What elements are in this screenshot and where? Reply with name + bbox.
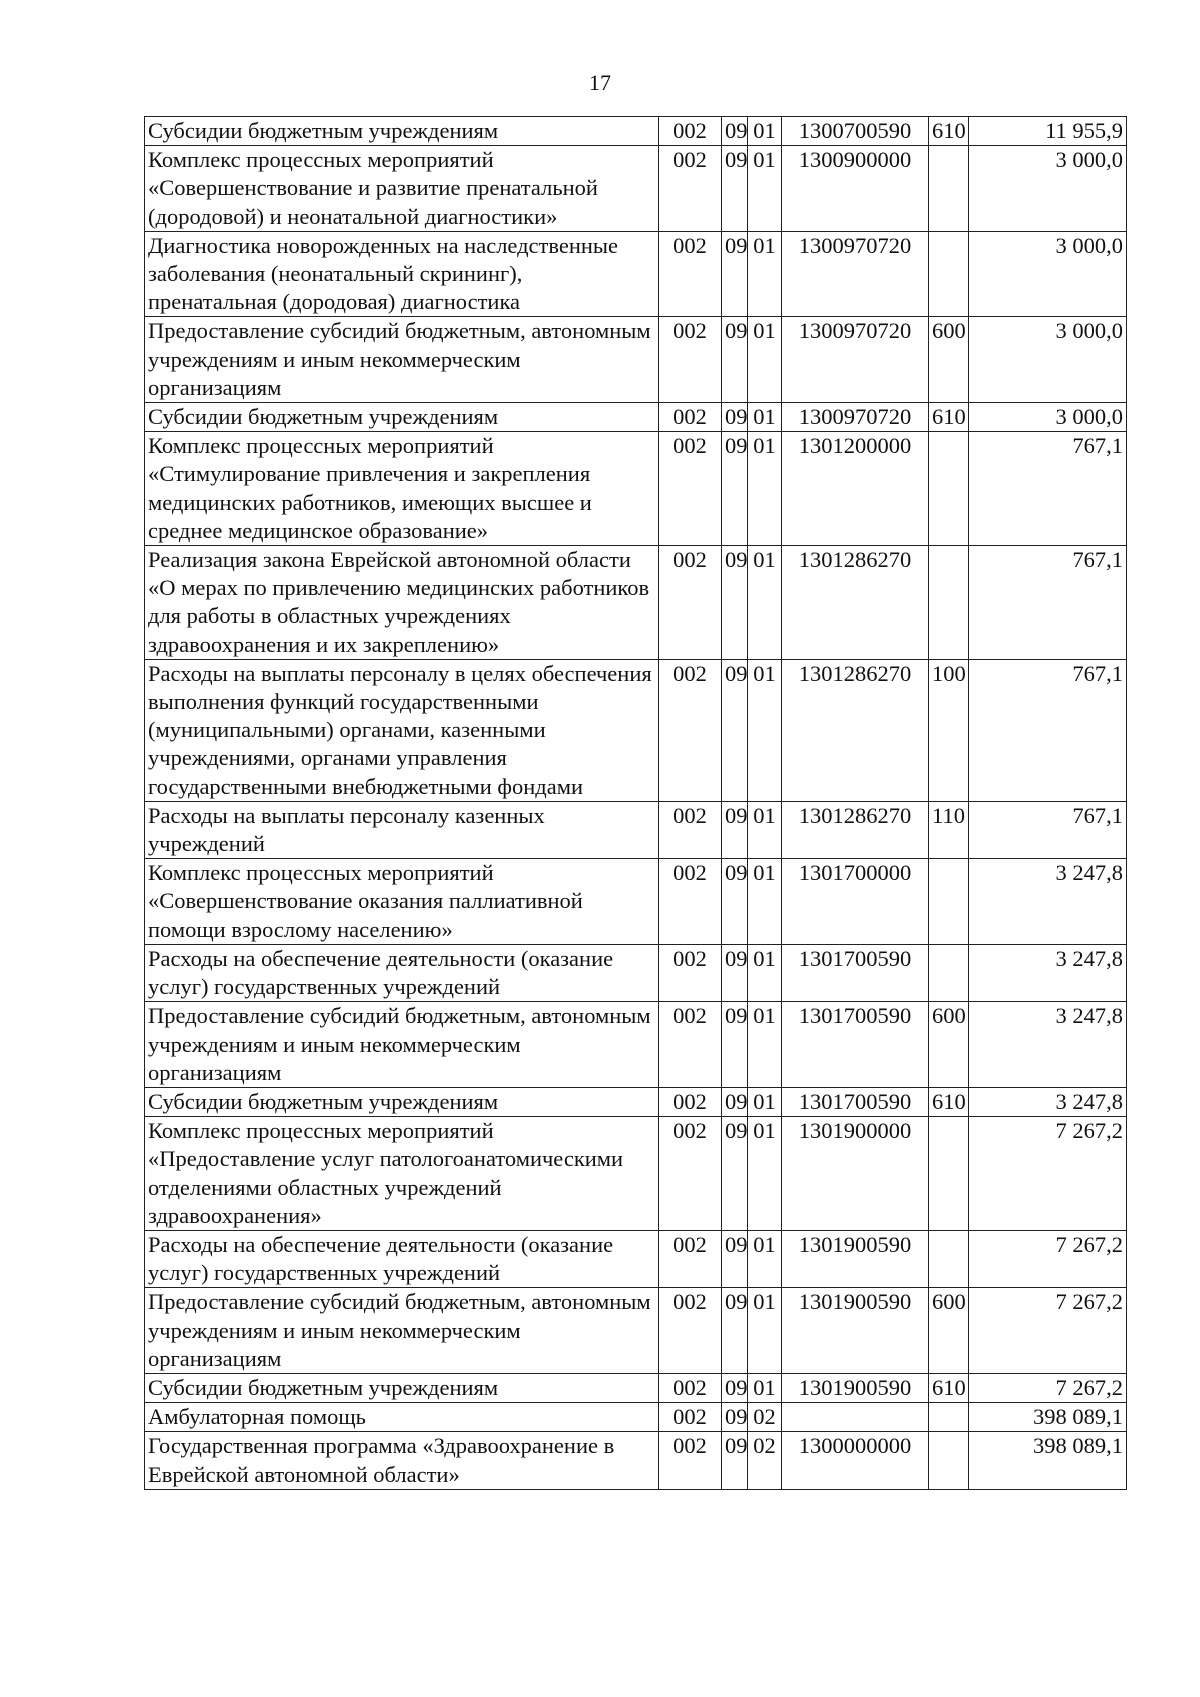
table-row <box>145 1403 1127 1432</box>
ministry-code: 002 <box>659 546 722 660</box>
target-article-code: 1301286270 <box>782 801 929 858</box>
target-article-code: 1300900000 <box>782 146 929 232</box>
target-article-code: 1301700590 <box>782 1087 929 1116</box>
table-row <box>145 1002 1127 1088</box>
row-name: Реализация закона Еврейской автономной области «О мерах по привлечению медицинских работников для работы в областных учреждениях здравоохранения и их закреплению» <box>145 546 659 660</box>
amount: 3 000,0 <box>969 231 1127 317</box>
amount: 11 955,9 <box>969 117 1127 146</box>
section-code: 09 <box>722 1002 748 1088</box>
ministry-code: 002 <box>659 1403 722 1432</box>
subsection-code: 01 <box>748 1087 782 1116</box>
section-code: 09 <box>722 944 748 1001</box>
table-row <box>145 1117 1127 1231</box>
section-code: 09 <box>722 546 748 660</box>
target-article-code: 1301900590 <box>782 1288 929 1374</box>
expense-type-code <box>929 1230 969 1287</box>
expense-type-code: 610 <box>929 1087 969 1116</box>
expense-type-code <box>929 944 969 1001</box>
row-name: Расходы на выплаты персоналу в целях обеспечения выполнения функций государственными (муниципальными) органами, казенными учреждениями, органами управления государственными внебюджетными фондами <box>145 659 659 801</box>
ministry-code: 002 <box>659 432 722 546</box>
subsection-code: 02 <box>748 1403 782 1432</box>
table-row <box>145 146 1127 232</box>
amount: 398 089,1 <box>969 1432 1127 1489</box>
subsection-code: 01 <box>748 146 782 232</box>
expense-type-code <box>929 146 969 232</box>
expense-type-code: 110 <box>929 801 969 858</box>
row-name: Диагностика новорожденных на наследственные заболевания (неонатальный скрининг), пренатальная (дородовая) диагностика <box>145 231 659 317</box>
ministry-code: 002 <box>659 117 722 146</box>
subsection-code: 01 <box>748 1373 782 1402</box>
amount: 3 000,0 <box>969 146 1127 232</box>
amount: 7 267,2 <box>969 1230 1127 1287</box>
expense-type-code: 600 <box>929 1288 969 1374</box>
ministry-code: 002 <box>659 231 722 317</box>
target-article-code: 1300970720 <box>782 317 929 403</box>
amount: 3 247,8 <box>969 944 1127 1001</box>
ministry-code: 002 <box>659 403 722 432</box>
expense-type-code <box>929 1403 969 1432</box>
subsection-code: 01 <box>748 859 782 945</box>
section-code: 09 <box>722 1230 748 1287</box>
subsection-code: 01 <box>748 231 782 317</box>
amount: 767,1 <box>969 546 1127 660</box>
target-article-code: 1301700590 <box>782 1002 929 1088</box>
subsection-code: 01 <box>748 944 782 1001</box>
ministry-code: 002 <box>659 1230 722 1287</box>
target-article-code: 1300970720 <box>782 231 929 317</box>
target-article-code: 1301900590 <box>782 1373 929 1402</box>
subsection-code: 01 <box>748 659 782 801</box>
section-code: 09 <box>722 659 748 801</box>
target-article-code: 1301286270 <box>782 659 929 801</box>
ministry-code: 002 <box>659 1002 722 1088</box>
section-code: 09 <box>722 1373 748 1402</box>
subsection-code: 01 <box>748 801 782 858</box>
page-number: 17 <box>589 70 611 95</box>
table-row <box>145 432 1127 546</box>
row-name: Предоставление субсидий бюджетным, автономным учреждениям и иным некоммерческим организациям <box>145 1002 659 1088</box>
ministry-code: 002 <box>659 859 722 945</box>
ministry-code: 002 <box>659 1373 722 1402</box>
row-name: Субсидии бюджетным учреждениям <box>145 117 659 146</box>
target-article-code: 1301286270 <box>782 546 929 660</box>
row-name: Расходы на выплаты персоналу казенных учреждений <box>145 801 659 858</box>
table-row <box>145 117 1127 146</box>
amount: 3 247,8 <box>969 1002 1127 1088</box>
table-row <box>145 1288 1127 1374</box>
amount: 3 000,0 <box>969 317 1127 403</box>
ministry-code: 002 <box>659 1432 722 1489</box>
table-row <box>145 546 1127 660</box>
expense-type-code: 600 <box>929 1002 969 1088</box>
expense-type-code: 610 <box>929 403 969 432</box>
section-code: 09 <box>722 317 748 403</box>
expense-type-code: 600 <box>929 317 969 403</box>
amount: 7 267,2 <box>969 1288 1127 1374</box>
table-row <box>145 1373 1127 1402</box>
target-article-code: 1301200000 <box>782 432 929 546</box>
row-name: Предоставление субсидий бюджетным, автономным учреждениям и иным некоммерческим организациям <box>145 1288 659 1374</box>
amount: 7 267,2 <box>969 1117 1127 1231</box>
table-row <box>145 859 1127 945</box>
amount: 7 267,2 <box>969 1373 1127 1402</box>
expense-type-code <box>929 1117 969 1231</box>
table-row <box>145 231 1127 317</box>
row-name: Комплекс процессных мероприятий «Совершенствование оказания паллиативной помощи взрослому населению» <box>145 859 659 945</box>
expense-type-code <box>929 546 969 660</box>
expense-type-code <box>929 231 969 317</box>
amount: 767,1 <box>969 432 1127 546</box>
expense-type-code: 610 <box>929 117 969 146</box>
row-name: Амбулаторная помощь <box>145 1403 659 1432</box>
section-code: 09 <box>722 231 748 317</box>
row-name: Государственная программа «Здравоохранение в Еврейской автономной области» <box>145 1432 659 1489</box>
row-name: Комплекс процессных мероприятий «Стимулирование привлечения и закрепления медицинских работников, имеющих высшее и среднее медицинское образование» <box>145 432 659 546</box>
section-code: 09 <box>722 117 748 146</box>
table-row <box>145 944 1127 1001</box>
ministry-code: 002 <box>659 1117 722 1231</box>
subsection-code: 01 <box>748 546 782 660</box>
target-article-code: 1301700590 <box>782 944 929 1001</box>
section-code: 09 <box>722 1432 748 1489</box>
expense-type-code <box>929 1432 969 1489</box>
section-code: 09 <box>722 801 748 858</box>
subsection-code: 01 <box>748 1117 782 1231</box>
section-code: 09 <box>722 1087 748 1116</box>
subsection-code: 01 <box>748 403 782 432</box>
table-row <box>145 801 1127 858</box>
table-row <box>145 1432 1127 1489</box>
row-name: Предоставление субсидий бюджетным, автономным учреждениям и иным некоммерческим организациям <box>145 317 659 403</box>
subsection-code: 01 <box>748 432 782 546</box>
row-name: Комплекс процессных мероприятий «Совершенствование и развитие пренатальной (дородовой) и неонатальной диагностики» <box>145 146 659 232</box>
table-row <box>145 1230 1127 1287</box>
expense-type-code: 610 <box>929 1373 969 1402</box>
expense-type-code <box>929 859 969 945</box>
ministry-code: 002 <box>659 1288 722 1374</box>
row-name: Расходы на обеспечение деятельности (оказание услуг) государственных учреждений <box>145 944 659 1001</box>
amount: 3 000,0 <box>969 403 1127 432</box>
amount: 767,1 <box>969 659 1127 801</box>
amount: 3 247,8 <box>969 1087 1127 1116</box>
table-row <box>145 659 1127 801</box>
table-row <box>145 317 1127 403</box>
target-article-code: 1301900590 <box>782 1230 929 1287</box>
subsection-code: 02 <box>748 1432 782 1489</box>
ministry-code: 002 <box>659 146 722 232</box>
amount: 398 089,1 <box>969 1403 1127 1432</box>
section-code: 09 <box>722 1403 748 1432</box>
ministry-code: 002 <box>659 659 722 801</box>
ministry-code: 002 <box>659 944 722 1001</box>
row-name: Расходы на обеспечение деятельности (оказание услуг) государственных учреждений <box>145 1230 659 1287</box>
target-article-code: 1301700000 <box>782 859 929 945</box>
target-article-code: 1300970720 <box>782 403 929 432</box>
expense-type-code <box>929 432 969 546</box>
section-code: 09 <box>722 1117 748 1231</box>
row-name: Субсидии бюджетным учреждениям <box>145 1373 659 1402</box>
ministry-code: 002 <box>659 1087 722 1116</box>
table-row <box>145 1087 1127 1116</box>
row-name: Субсидии бюджетным учреждениям <box>145 403 659 432</box>
ministry-code: 002 <box>659 317 722 403</box>
amount: 3 247,8 <box>969 859 1127 945</box>
target-article-code: 1300700590 <box>782 117 929 146</box>
target-article-code: 1300000000 <box>782 1432 929 1489</box>
subsection-code: 01 <box>748 317 782 403</box>
section-code: 09 <box>722 432 748 546</box>
row-name: Субсидии бюджетным учреждениям <box>145 1087 659 1116</box>
amount: 767,1 <box>969 801 1127 858</box>
section-code: 09 <box>722 146 748 232</box>
target-article-code <box>782 1403 929 1432</box>
section-code: 09 <box>722 403 748 432</box>
subsection-code: 01 <box>748 1002 782 1088</box>
ministry-code: 002 <box>659 801 722 858</box>
section-code: 09 <box>722 1288 748 1374</box>
subsection-code: 01 <box>748 117 782 146</box>
subsection-code: 01 <box>748 1288 782 1374</box>
subsection-code: 01 <box>748 1230 782 1287</box>
row-name: Комплекс процессных мероприятий «Предоставление услуг патологоанатомическими отделениями областных учреждений здравоохранения» <box>145 1117 659 1231</box>
target-article-code: 1301900000 <box>782 1117 929 1231</box>
expense-type-code: 100 <box>929 659 969 801</box>
section-code: 09 <box>722 859 748 945</box>
budget-table <box>144 116 1127 1490</box>
table-row <box>145 403 1127 432</box>
